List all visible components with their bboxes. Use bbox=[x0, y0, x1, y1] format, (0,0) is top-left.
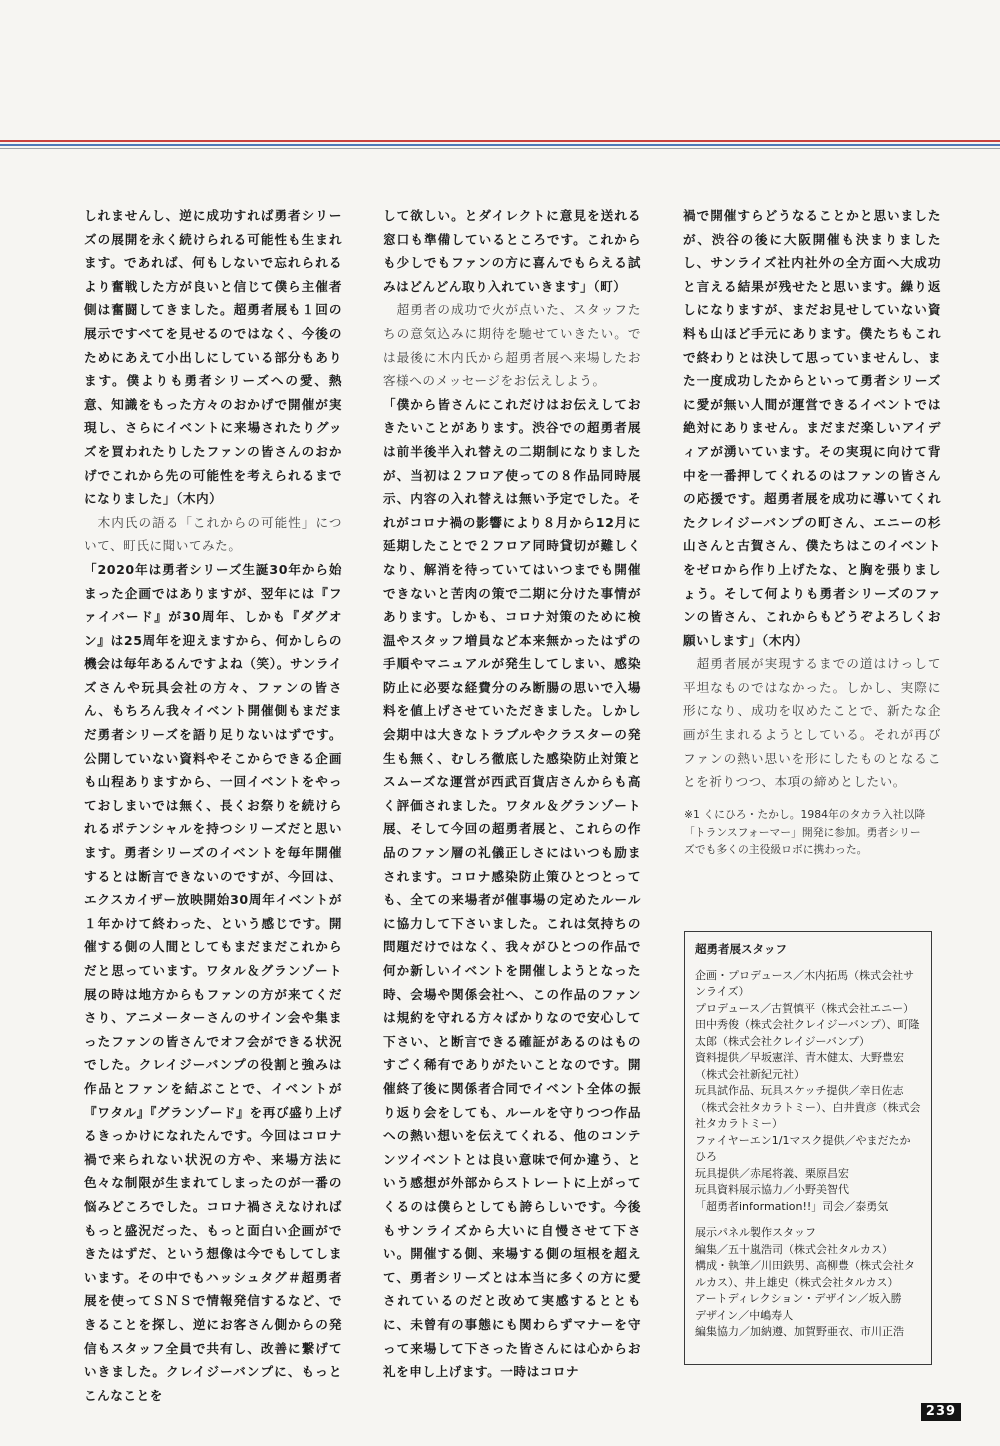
staff-credit-line: 玩具提供／赤尾将義、栗原昌宏 bbox=[695, 1166, 849, 1180]
paragraph: 「僕から皆さんにこれだけはお伝えしておきたいことがあります。渋谷での超勇者展は前半後半入れ替えの二期制になりましたが、当初は２フロア使っての８作品同時展示、内容の入れ替えは無い予定でした。それがコロナ禍の影響により８月から12月に延期したことで２フロア同時貸切が難しくなり、解消を待っていてはいつまでも開催できないと苦肉の策で二期に分けた事情があります。しかも、コロナ対策のために検温やスタッフ増員など本来無かったはずの手順やマニュアルが発生してしまい、感染防止に必要な経費分のみ断腸の思いで入場料を値上げさせていただきました。しかし会期中は大きなトラブルやクラスターの発生も無く、むしろ徹底した感染防止対策とスムーズな運営が西武百貨店さんからも高く評価されました。ワタル＆グランゾート展、そして今回の超勇者展と、これらの作品のファン層の礼儀正しさにはいつも励まされます。コロナ感染防止策ひとつとっても、全ての来場者が催事場の定めたルールに協力して下さいました。これは気持ちの問題だけではなく、我々がひとつの作品で何か新しいイベントを開催しようとなった時、会場や関係会社へ、この作品のファンは規約を守れる方々ばかりなので安心して下さい、と断言できる確証があるのはものすごく稀有でありがたいことなのです。開催終了後に関係者合同でイベント全体の振り返り会をしても、ルールを守りつつ作品への熱い想いを伝えてくれる、他のコンテンツイベントとは良い意味で何か違う、という感想が外部からストレートに上がってくるのは僕らとしても誇らしいです。今後もサンライズから大いに自慢させて下さい。開催する側、来場する側の垣根を超えて、勇者シリーズとは本当に多くの方に愛されているのだと改めて実感するとともに、未曾有の事態にも関わらずマナーを守って来場して下さった皆さんには心からお礼を申し上げます。一時はコロナ bbox=[383, 396, 641, 1380]
staff-credit-line: 編集／五十嵐浩司（株式会社タルカス） bbox=[695, 1242, 893, 1256]
paragraph: 木内氏の語る「これからの可能性」について、町氏に聞いてみた。 bbox=[84, 514, 342, 554]
staff-credit-line: 玩具資料展示協力／小野美智代 bbox=[695, 1183, 849, 1196]
text-column-3 bbox=[683, 204, 941, 794]
staff-group-2 bbox=[695, 1225, 921, 1341]
staff-credit-line: アートディレクション・デザイン／坂入勝 bbox=[695, 1292, 902, 1305]
staff-credit-line: 企画・プロデュース／木内拓馬（株式会社サンライズ） bbox=[695, 968, 915, 998]
paragraph: 超勇者の成功で火が点いた、スタッフたちの意気込みに期待を馳せていきたい。では最後に木内氏から超勇者展へ来場したお客様へのメッセージをお伝えしよう。 bbox=[383, 302, 641, 389]
paragraph: 超勇者展が実現するまでの道はけっして平坦なものではなかった。しかし、実際に形になり、成功を収めたことで、新たな企画が生まれるようとしている。それが再びファンの熱い思いを形にしたものとなることを祈りつつ、本項の締めとしたい。 bbox=[683, 656, 941, 790]
staff-credit-line: ファイヤーエン1/1マスク提供／やまだたかひろ bbox=[695, 1133, 911, 1163]
paragraph: 「2020年は勇者シリーズ生誕30年から始まった企画ではありますが、翌年には『ファイバード』が30周年、しかも『ダグオン』は25周年を迎えますから、何かしらの機会は毎年あるんですよね（笑）。サンライズさんや玩具会社の方々、ファンの皆さん、もちろん我々イベント開催側もまだまだ勇者シリーズを語り足りないはずです。公開していない資料やそこからできる企画も山程ありますから、一回イベントをやっておしまいでは無く、長くお祭りを続けられるポテンシャルを持つシリーズだと思います。勇者シリーズのイベントを毎年開催するとは断言できないのですが、今回は、エクスカイザー放映開始30周年イベントが１年かけて終わった、という感じです。開催する側の人間としてもまだまだこれからだと思っています。ワタル＆グランゾート展の時は地方からもファンの方が来てくださり、アニメーターさんのサイン会や集まったファンの皆さんでオフ会ができる状況でした。クレイジーバンプの役割と強みは作品とファンを結ぶことで、イベントが『ワタル』『グランゾード』を再び盛り上げるきっかけになれたんです。今回はコロナ禍で来られない状況の方や、来場方法に色々な制限が生まれてしまったのが一番の悩みどころでした。コロナ禍さえなければもっと盛況だった、もっと面白い企画ができたはずだ、という想像は今でもしてしまいます。その中でもハッシュタグ＃超勇者展を使ってＳＮＳで情報発信するなど、できることを探し、逆にお客さん側からの発信もスタッフ全員で共有し、改善に繋げていきました。クレイジーバンプに、もっとこんなことを bbox=[84, 561, 342, 1403]
staff-credits-box bbox=[684, 931, 932, 1365]
header-rule-blue bbox=[0, 144, 1000, 146]
staff-credit-line: 田中秀俊（株式会社クレイジーバンプ）、町隆太郎（株式会社クレイジーバンプ） bbox=[695, 1018, 920, 1048]
staff-credit-line: 「超勇者information!!」司会／泰勇気 bbox=[695, 1199, 889, 1213]
staff-credit-line: デザイン／中嶋寿人 bbox=[695, 1308, 794, 1322]
staff-credit-line: 玩具試作品、玩具スケッチ提供／幸日佐志（株式会社タカラトミー）、白井貴彦（株式会社タカラトミー） bbox=[695, 1084, 921, 1130]
paragraph: 禍で開催すらどうなることかと思いましたが、渋谷の後に大阪開催も決まりましたし、サンライズ社内社外の全方面へ大成功と言える結果が残せたと思います。繰り返しになりますが、まだお見せしていない資料も山ほど手元にあります。僕たちもこれで終わりとは決して思っていませんし、また一度成功したからといって勇者シリーズに愛が無い人間が運営できるイベントでは絶対にありません。まだまだ楽しいアイディアが湧いています。その実現に向けて背中を一番押してくれるのはファンの皆さんの応援です。超勇者展を成功に導いてくれたクレイジーバンプの町さん、エニーの杉山さんと古賀さん、僕たちはこのイベントをゼロから作り上げたな、と胸を張りましょう。そして何よりも勇者シリーズのファンの皆さん、これからもどうぞよろしくお願いします」（木内） bbox=[683, 208, 941, 648]
staff-box-title: 超勇者展スタッフ bbox=[695, 942, 787, 956]
staff-credit-line: 編集協力／加納遵、加賀野亜衣、市川正浩 bbox=[695, 1325, 904, 1338]
staff-credit-line: 構成・執筆／川田鉄男、高柳豊（株式会社タルカス）、井上雄史（株式会社タルカス） bbox=[695, 1259, 915, 1289]
text-column-1 bbox=[84, 204, 342, 1407]
staff-group-1 bbox=[695, 968, 921, 1216]
header-rule-red bbox=[0, 140, 1000, 142]
paragraph: して欲しい。とダイレクトに意見を送れる窓口も準備しているところです。これからも少しでもファンの方に喜んでもらえる試みはどんどん取り入れていきます」（町） bbox=[383, 208, 641, 294]
staff-credit-line: プロデュース／古賀慎平（株式会社エニー） bbox=[695, 1001, 915, 1015]
paragraph: しれませんし、逆に成功すれば勇者シリーズの展開を永く続けられる可能性も生まれます。であれば、何もしないで忘れられるより奮戦した方が良いと信じて僕ら主催者側は奮闘してきました。超勇者展も１回の展示ですべてを見せるのではなく、今後のためにあえて小出しにしている部分もあります。僕よりも勇者シリーズへの愛、熱意、知識をもった方々のおかげで開催が実現し、さらにイベントに来場されたりグッズを買われたりしたファンの皆さんのおかげでこれから先の可能性を考えられるまでになりました」（木内） bbox=[84, 208, 342, 507]
page-number: 239 bbox=[921, 1403, 961, 1421]
footnote: ※1 くにひろ・たかし。1984年のタカラ入社以降「トランスフォーマー」開発に参加。勇者シリーズでも多くの主役級ロボに携わった。 bbox=[684, 808, 926, 857]
staff-credit-line: 資料提供／早坂憲洋、青木健太、大野豊宏（株式会社新紀元社） bbox=[695, 1051, 904, 1081]
text-column-2 bbox=[383, 204, 641, 1384]
header-rule-gray bbox=[0, 148, 1000, 149]
staff-credit-line: 展示パネル製作スタッフ bbox=[695, 1226, 816, 1239]
